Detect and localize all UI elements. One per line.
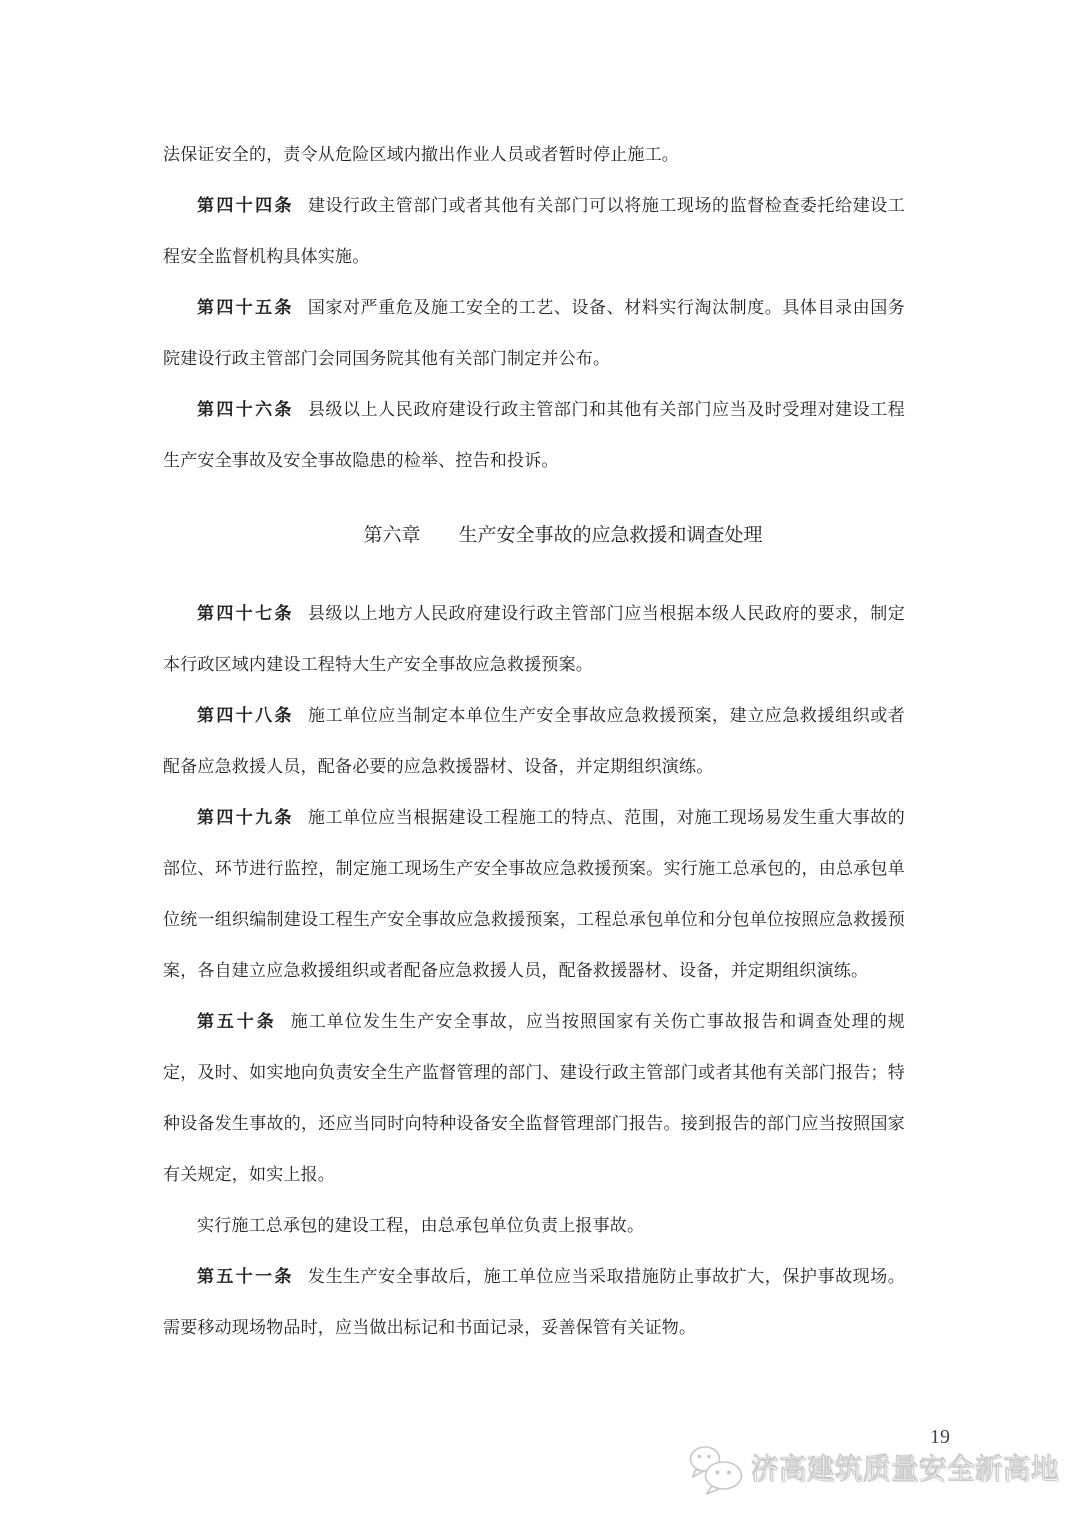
paragraph-general-contractor [163,1200,905,1251]
article-51 [163,1251,905,1353]
article-48 [163,690,905,792]
article-text: 县级以上人民政府建设行政主管部门和其他有关部门应当及时受理对建设工程生产安全事故及安全事故隐患的检举、控告和投诉。 [163,400,905,470]
article-text: 施工单位应当制定本单位生产安全事故应急救援预案，建立应急救援组织或者配备应急救援人员，配备必要的应急救援器材、设备，并定期组织演练。 [163,706,905,776]
article-47 [163,588,905,690]
article-46 [163,384,905,486]
article-number: 第四十四条 [197,196,294,215]
article-number: 第四十七条 [197,604,294,623]
article-50 [163,996,905,1200]
article-number: 第四十五条 [197,298,294,317]
article-text: 建设行政主管部门或者其他有关部门可以将施工现场的监督检查委托给建设工程安全监督机构具体实施。 [163,196,905,266]
page-number: 19 [930,1426,950,1448]
article-text: 施工单位应当根据建设工程施工的特点、范围，对施工现场易发生重大事故的部位、环节进行监控，制定施工现场生产安全事故应急救援预案。实行施工总承包的，由总承包单位统一组织编制建设工程生产安全事故应急救援预案，工程总承包单位和分包单位按照应急救援预案，各自建立应急救援组织或者配备应急救援人员，配备救援器材、设备，并定期组织演练。 [163,808,905,980]
article-text: 施工单位发生生产安全事故，应当按照国家有关伤亡事故报告和调查处理的规定，及时、如实地向负责安全生产监督管理的部门、建设行政主管部门或者其他有关部门报告；特种设备发生事故的，还应当同时向特种设备安全监督管理部门报告。接到报告的部门应当按照国家有关规定，如实上报。 [163,1012,905,1184]
chapter-heading: 第六章 生产安全事故的应急救援和调查处理 [363,525,763,546]
watermark-text: 济高建筑质量安全新高地 [751,1454,1060,1486]
article-text: 发生生产安全事故后，施工单位应当采取措施防止事故扩大，保护事故现场。需要移动现场物品时，应当做出标记和书面记录，妥善保管有关证物。 [163,1267,905,1337]
article-number: 第四十八条 [197,706,294,725]
article-text: 县级以上地方人民政府建设行政主管部门应当根据本级人民政府的要求，制定本行政区域内建设工程特大生产安全事故应急救援预案。 [163,604,905,674]
paragraph-text: 实行施工总承包的建设工程，由总承包单位负责上报事故。 [197,1216,645,1235]
article-text: 国家对严重危及施工安全的工艺、设备、材料实行淘汰制度。具体目录由国务院建设行政主管部门会同国务院其他有关部门制定并公布。 [163,298,905,368]
paragraph-continuation [163,129,905,180]
article-49 [163,792,905,996]
article-number: 第四十六条 [197,400,294,419]
paragraph-text: 法保证安全的，责令从危险区域内撤出作业人员或者暂时停止施工。 [163,145,679,164]
article-number: 第五十一条 [197,1267,294,1286]
article-number: 第五十条 [197,1012,277,1031]
article-number: 第四十九条 [197,808,294,827]
article-44 [163,180,905,282]
watermark [688,1444,1059,1498]
wechat-icon [688,1444,746,1498]
article-45 [163,282,905,384]
